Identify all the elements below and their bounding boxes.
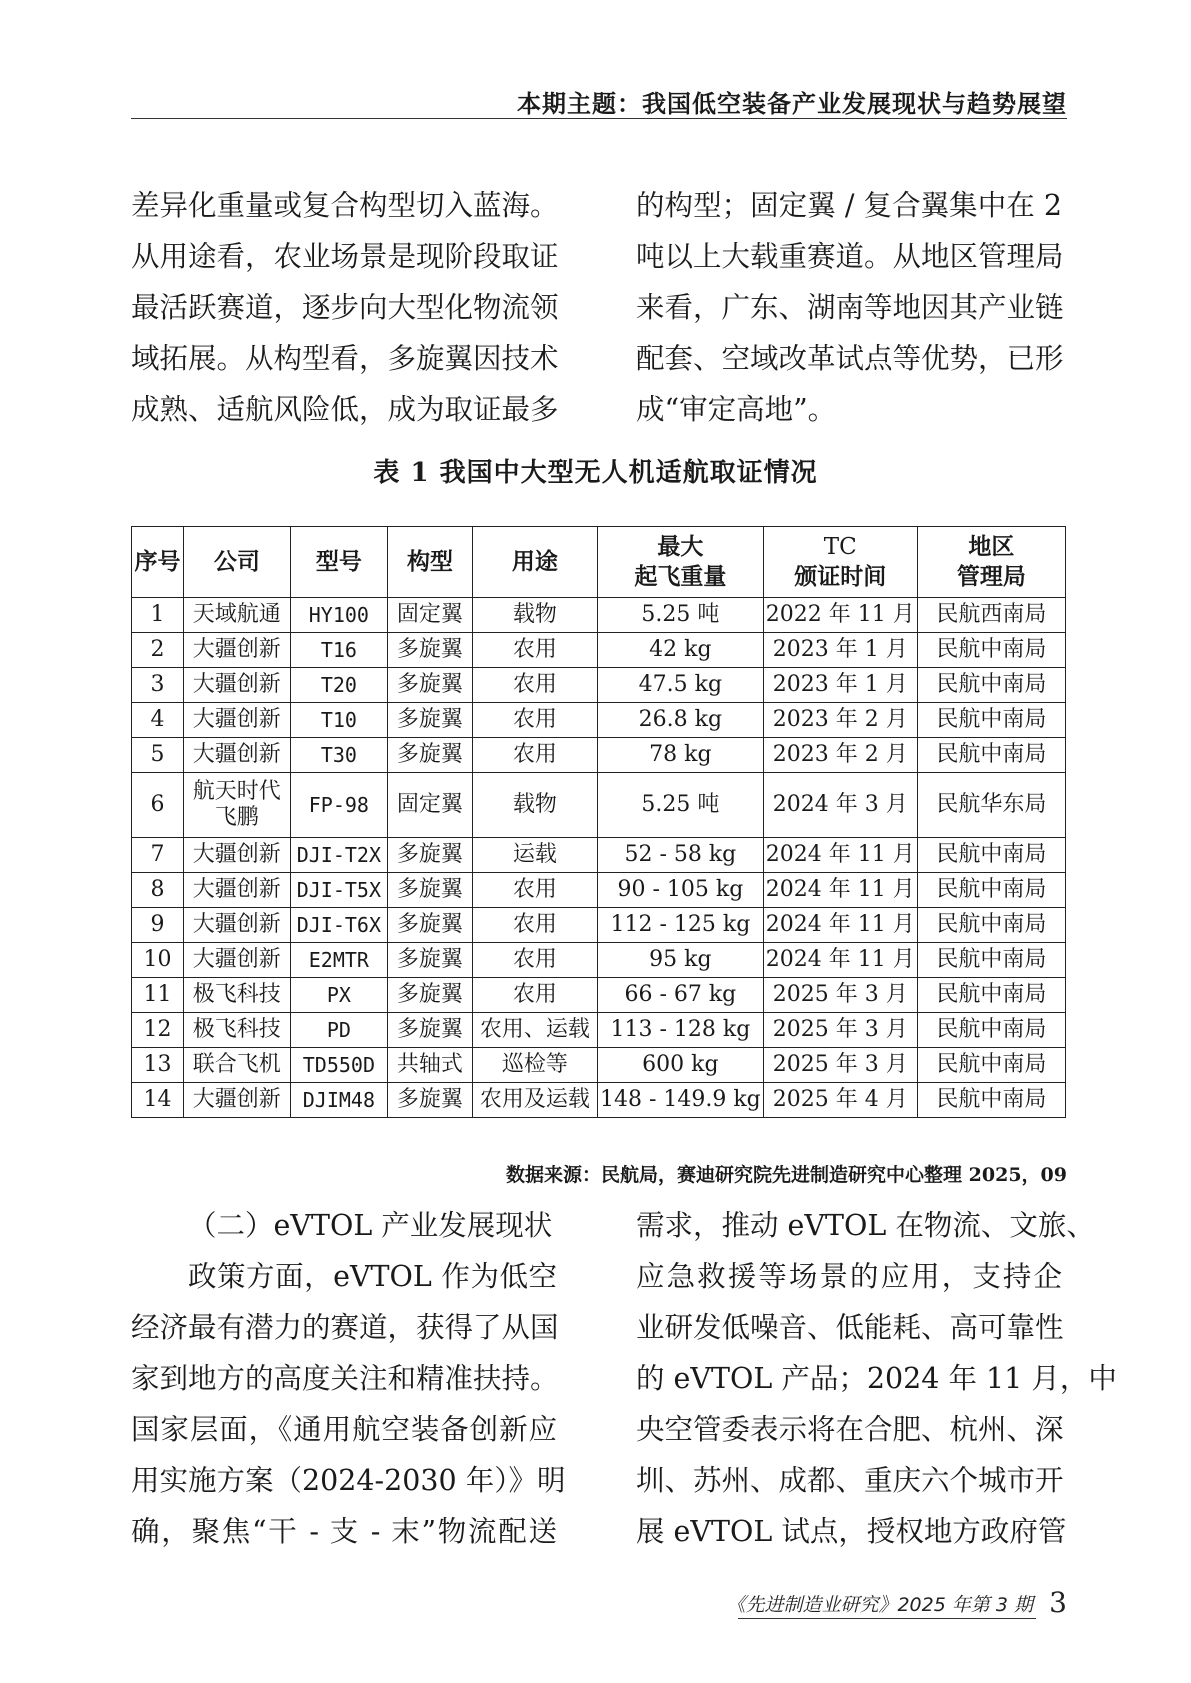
cell-use: 农用 xyxy=(472,633,597,668)
running-header-title: 本期主题：我国低空装备产业发展现状与趋势展望 xyxy=(517,90,1067,118)
cell-model: T30 xyxy=(290,738,387,773)
cell-tc: 2024 年 11 月 xyxy=(763,908,917,943)
body-text-bottom-right xyxy=(636,1200,1117,1557)
body-text-top-left xyxy=(131,180,557,435)
header-region-line2: 管理局 xyxy=(956,563,1026,590)
table-row xyxy=(132,633,1066,668)
cell-no: 12 xyxy=(132,1013,184,1048)
cell-company xyxy=(183,773,290,838)
cell-tc: 2024 年 3 月 xyxy=(763,773,917,838)
text-line: 经济最有潜力的赛道，获得了从国 xyxy=(131,1311,559,1344)
cell-tc: 2023 年 2 月 xyxy=(763,703,917,738)
cell-config: 多旋翼 xyxy=(388,668,473,703)
cell-tc: 2024 年 11 月 xyxy=(763,838,917,873)
cell-company: 大疆创新 xyxy=(183,838,290,873)
text-line: 差异化重量或复合构型切入蓝海。 xyxy=(131,189,559,222)
header-weight-line1: 最大 xyxy=(657,533,704,560)
cell-region: 民航西南局 xyxy=(917,598,1065,633)
text-line: 成熟、适航风险低，成为取证最多 xyxy=(131,393,559,426)
cell-weight: 47.5 kg xyxy=(597,668,763,703)
cell-weight: 5.25 吨 xyxy=(597,773,763,838)
cell-no: 13 xyxy=(132,1048,184,1083)
cell-config: 多旋翼 xyxy=(388,908,473,943)
table-row xyxy=(132,838,1066,873)
cell-model: HY100 xyxy=(290,598,387,633)
footer-journal-name: 《先进制造业研究》2025 年第 3 期 xyxy=(726,1594,1033,1616)
cell-company: 大疆创新 xyxy=(183,738,290,773)
cell-config: 多旋翼 xyxy=(388,703,473,738)
header-tc xyxy=(763,527,917,598)
cell-model: PX xyxy=(290,978,387,1013)
cell-weight: 42 kg xyxy=(597,633,763,668)
cell-region: 民航中南局 xyxy=(917,873,1065,908)
table-source-note: 数据来源：民航局，赛迪研究院先进制造研究中心整理 2025，09 xyxy=(506,1164,1067,1186)
cell-config: 多旋翼 xyxy=(388,978,473,1013)
cell-use: 巡检等 xyxy=(472,1048,597,1083)
cell-region: 民航中南局 xyxy=(917,1083,1065,1118)
cell-tc: 2023 年 1 月 xyxy=(763,633,917,668)
header-use: 用途 xyxy=(472,527,597,598)
table-row xyxy=(132,598,1066,633)
cell-company: 大疆创新 xyxy=(183,908,290,943)
cell-model: T20 xyxy=(290,668,387,703)
cell-use: 农用、运载 xyxy=(472,1013,597,1048)
cell-region: 民航中南局 xyxy=(917,703,1065,738)
cell-use: 农用 xyxy=(472,668,597,703)
table-body xyxy=(132,598,1066,1118)
cell-use: 农用 xyxy=(472,738,597,773)
cell-no: 1 xyxy=(132,598,184,633)
cell-region: 民航中南局 xyxy=(917,1048,1065,1083)
table-header-row xyxy=(132,527,1066,598)
cell-region: 民航中南局 xyxy=(917,978,1065,1013)
text-line: 用实施方案（2024-2030 年）》明 xyxy=(131,1464,566,1497)
cell-weight: 66 - 67 kg xyxy=(597,978,763,1013)
table-caption: 表 1 我国中大型无人机适航取证情况 xyxy=(373,458,818,488)
cell-model: DJI-T5X xyxy=(290,873,387,908)
text-line: 的 eVTOL 产品；2024 年 11 月，中 xyxy=(636,1362,1117,1395)
cell-tc: 2023 年 2 月 xyxy=(763,738,917,773)
cell-region: 民航中南局 xyxy=(917,1013,1065,1048)
body-text-top-right xyxy=(636,180,1062,435)
cell-use: 载物 xyxy=(472,773,597,838)
cell-model: T16 xyxy=(290,633,387,668)
cell-weight: 5.25 吨 xyxy=(597,598,763,633)
cell-no: 11 xyxy=(132,978,184,1013)
table-row xyxy=(132,738,1066,773)
cell-region: 民航中南局 xyxy=(917,633,1065,668)
table-row xyxy=(132,668,1066,703)
text-line: 域拓展。从构型看，多旋翼因技术 xyxy=(131,342,559,375)
cell-company: 大疆创新 xyxy=(183,668,290,703)
text-line: 展 eVTOL 试点，授权地方政府管 xyxy=(636,1515,1067,1548)
header-no: 序号 xyxy=(132,527,184,598)
cell-config: 多旋翼 xyxy=(388,633,473,668)
cell-company: 大疆创新 xyxy=(183,1083,290,1118)
cell-config: 固定翼 xyxy=(388,773,473,838)
cell-no: 9 xyxy=(132,908,184,943)
cell-company: 大疆创新 xyxy=(183,873,290,908)
cell-region: 民航华东局 xyxy=(917,773,1065,838)
table-row xyxy=(132,943,1066,978)
cell-company: 大疆创新 xyxy=(183,703,290,738)
cell-model: T10 xyxy=(290,703,387,738)
text-line: 吨以上大载重赛道。从地区管理局 xyxy=(636,240,1064,273)
text-line: 需求，推动 eVTOL 在物流、文旅、 xyxy=(636,1209,1095,1242)
cell-company-line2: 飞鹏 xyxy=(214,805,259,830)
cell-no: 7 xyxy=(132,838,184,873)
text-line: 最活跃赛道，逐步向大型化物流领 xyxy=(131,291,559,324)
cell-use: 农用 xyxy=(472,908,597,943)
cell-tc: 2025 年 3 月 xyxy=(763,1048,917,1083)
cell-config: 多旋翼 xyxy=(388,943,473,978)
cell-use: 农用 xyxy=(472,703,597,738)
cell-model: DJI-T2X xyxy=(290,838,387,873)
cell-company: 天域航通 xyxy=(183,598,290,633)
header-region-line1: 地区 xyxy=(968,533,1015,560)
cell-no: 2 xyxy=(132,633,184,668)
header-tc-line1: TC xyxy=(823,534,857,560)
cell-weight: 90 - 105 kg xyxy=(597,873,763,908)
cell-tc: 2023 年 1 月 xyxy=(763,668,917,703)
text-line: 业研发低噪音、低能耗、高可靠性 xyxy=(636,1311,1064,1344)
header-model: 型号 xyxy=(290,527,387,598)
cell-model: PD xyxy=(290,1013,387,1048)
text-line: 圳、苏州、成都、重庆六个城市开 xyxy=(636,1464,1064,1497)
cell-no: 14 xyxy=(132,1083,184,1118)
table-row xyxy=(132,978,1066,1013)
text-line: 央空管委表示将在合肥、杭州、深 xyxy=(636,1413,1064,1446)
cell-config: 多旋翼 xyxy=(388,1013,473,1048)
cell-config: 多旋翼 xyxy=(388,838,473,873)
cell-model: DJIM48 xyxy=(290,1083,387,1118)
cell-config: 共轴式 xyxy=(388,1048,473,1083)
cell-weight: 600 kg xyxy=(597,1048,763,1083)
cell-tc: 2025 年 3 月 xyxy=(763,978,917,1013)
section-heading: （二）eVTOL 产业发展现状 xyxy=(188,1209,553,1242)
cell-no: 8 xyxy=(132,873,184,908)
text-line: 国家层面，《通用航空装备创新应 xyxy=(131,1413,557,1446)
text-line: 确，聚焦“干 - 支 - 末”物流配送 xyxy=(131,1515,557,1548)
cell-region: 民航中南局 xyxy=(917,738,1065,773)
header-config: 构型 xyxy=(388,527,473,598)
cell-tc: 2024 年 11 月 xyxy=(763,873,917,908)
cell-company: 大疆创新 xyxy=(183,943,290,978)
page-number: 3 xyxy=(1049,1586,1067,1619)
certification-table xyxy=(131,526,1066,1118)
cell-company: 极飞科技 xyxy=(183,1013,290,1048)
cell-no: 5 xyxy=(132,738,184,773)
text-line: 政策方面，eVTOL 作为低空 xyxy=(188,1260,557,1293)
cell-region: 民航中南局 xyxy=(917,838,1065,873)
cell-region: 民航中南局 xyxy=(917,668,1065,703)
header-tc-line2: 颁证时间 xyxy=(794,563,887,590)
cell-use: 农用 xyxy=(472,943,597,978)
cell-config: 固定翼 xyxy=(388,598,473,633)
cell-weight: 113 - 128 kg xyxy=(597,1013,763,1048)
cell-region: 民航中南局 xyxy=(917,908,1065,943)
cell-tc: 2024 年 11 月 xyxy=(763,943,917,978)
cell-no: 3 xyxy=(132,668,184,703)
cell-weight: 148 - 149.9 kg xyxy=(597,1083,763,1118)
header-company: 公司 xyxy=(183,527,290,598)
cell-weight: 112 - 125 kg xyxy=(597,908,763,943)
table-row xyxy=(132,908,1066,943)
cell-tc: 2022 年 11 月 xyxy=(763,598,917,633)
table-row xyxy=(132,1048,1066,1083)
cell-company: 极飞科技 xyxy=(183,978,290,1013)
table-row xyxy=(132,1083,1066,1118)
cell-model: E2MTR xyxy=(290,943,387,978)
table-row xyxy=(132,703,1066,738)
cell-tc: 2025 年 3 月 xyxy=(763,1013,917,1048)
text-line: 应急救援等场景的应用，支持企 xyxy=(636,1260,1062,1293)
cell-model: TD550D xyxy=(290,1048,387,1083)
cell-weight: 95 kg xyxy=(597,943,763,978)
header-rule xyxy=(131,118,1067,119)
header-weight-line2: 起飞重量 xyxy=(634,563,727,590)
cell-model: FP-98 xyxy=(290,773,387,838)
footer-rule xyxy=(738,1618,1036,1619)
cell-tc: 2025 年 4 月 xyxy=(763,1083,917,1118)
text-line: 成“审定高地”。 xyxy=(636,393,837,426)
header-weight xyxy=(597,527,763,598)
cell-no: 4 xyxy=(132,703,184,738)
cell-company: 大疆创新 xyxy=(183,633,290,668)
cell-company-line1: 航天时代 xyxy=(192,779,281,804)
text-line: 从用途看，农业场景是现阶段取证 xyxy=(131,240,559,273)
cell-weight: 78 kg xyxy=(597,738,763,773)
cell-weight: 26.8 kg xyxy=(597,703,763,738)
cell-use: 运载 xyxy=(472,838,597,873)
cell-company: 联合飞机 xyxy=(183,1048,290,1083)
cell-region: 民航中南局 xyxy=(917,943,1065,978)
cell-config: 多旋翼 xyxy=(388,1083,473,1118)
cell-use: 农用 xyxy=(472,873,597,908)
text-line: 来看，广东、湖南等地因其产业链 xyxy=(636,291,1064,324)
cell-use: 农用 xyxy=(472,978,597,1013)
table-row xyxy=(132,773,1066,838)
cell-config: 多旋翼 xyxy=(388,873,473,908)
cell-use: 农用及运载 xyxy=(472,1083,597,1118)
text-line: 配套、空域改革试点等优势，已形 xyxy=(636,342,1064,375)
body-text-bottom-left xyxy=(131,1200,566,1557)
cell-model: DJI-T6X xyxy=(290,908,387,943)
cell-no: 10 xyxy=(132,943,184,978)
header-region xyxy=(917,527,1065,598)
cell-no: 6 xyxy=(132,773,184,838)
cell-use: 载物 xyxy=(472,598,597,633)
table-row xyxy=(132,1013,1066,1048)
cell-weight: 52 - 58 kg xyxy=(597,838,763,873)
text-line: 的构型；固定翼 / 复合翼集中在 2 xyxy=(636,189,1062,222)
text-line: 家到地方的高度关注和精准扶持。 xyxy=(131,1362,559,1395)
table-row xyxy=(132,873,1066,908)
cell-config: 多旋翼 xyxy=(388,738,473,773)
